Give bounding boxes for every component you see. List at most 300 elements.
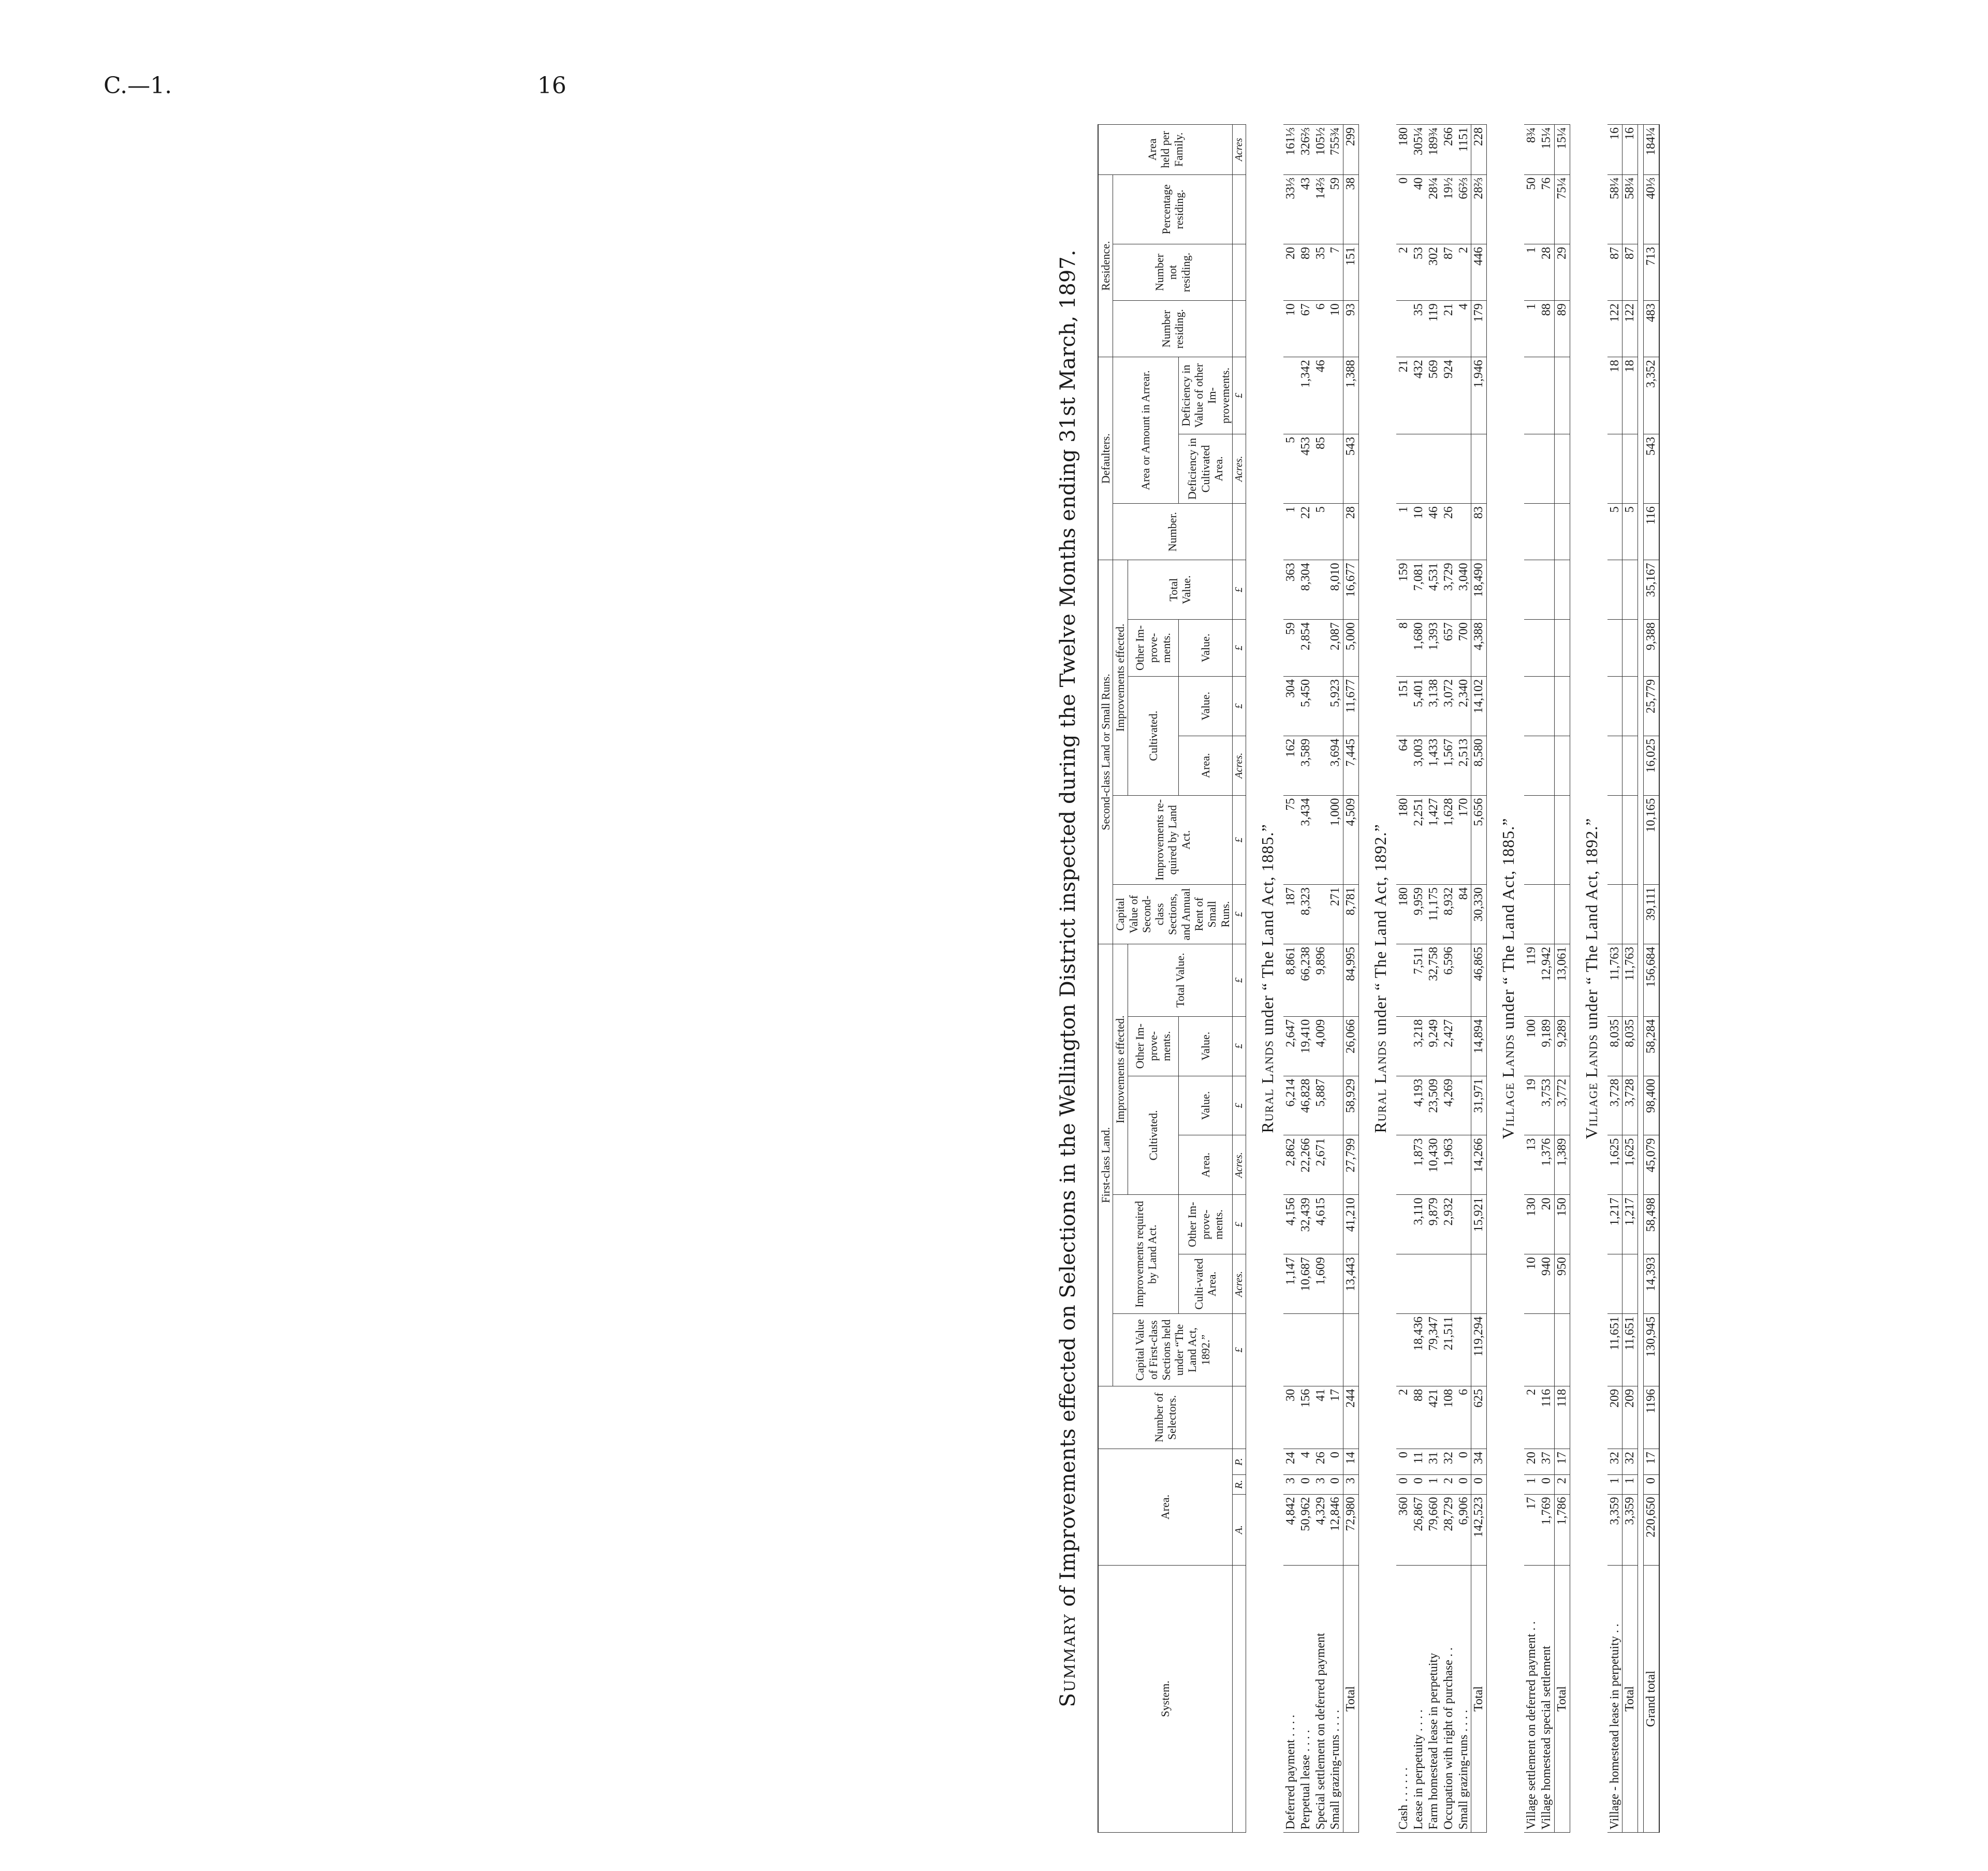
cell-sc-capital: 180: [1396, 885, 1411, 944]
unit-acres: Acres: [1232, 125, 1246, 175]
cell-r: 2: [1441, 1475, 1456, 1494]
cell-sel: 2: [1396, 1386, 1411, 1449]
section-heading-text: [1487, 125, 1524, 1833]
cell-sc-area: 16,025: [1644, 736, 1659, 795]
cell-req-cult: 950: [1554, 1254, 1570, 1314]
cell-sc-capital: 11,175: [1426, 885, 1441, 944]
cell-sc-area: 8,580: [1471, 736, 1487, 795]
cell-p: 26: [1313, 1449, 1328, 1475]
cell-capital: [1396, 1314, 1411, 1386]
row-label: Lease in perpetuity . . . .: [1411, 1565, 1426, 1832]
cell-family: 8¾: [1524, 125, 1539, 175]
col-fc-required: Improvements required by Land Act.: [1113, 1195, 1178, 1314]
cell-sc-total: 363: [1283, 560, 1298, 620]
cell-sc-capital: 187: [1283, 885, 1298, 944]
col-fc-effected: Improvements effected.: [1113, 944, 1128, 1194]
table-row: [1283, 125, 1298, 1833]
cell-capital: [1298, 1314, 1313, 1386]
cell-sc-area: 162: [1283, 736, 1298, 795]
section-rest: under “ The Land Act, 1892.”: [1371, 824, 1390, 1035]
cell-def-cult: 85: [1313, 434, 1328, 503]
table-row: [1313, 125, 1328, 1833]
cell-sc-required: [1607, 795, 1622, 884]
unit-pound: £: [1232, 357, 1246, 434]
cell-r: 0: [1328, 1475, 1343, 1494]
cell-total: 11,763: [1607, 944, 1622, 1016]
cell-sc-total: 4,531: [1426, 560, 1441, 620]
cell-def-other: 21: [1396, 357, 1411, 434]
cell-req-other: 130: [1524, 1195, 1539, 1254]
row-label: Special settlement on deferred payment: [1313, 1565, 1328, 1832]
cell-sc-capital: 30,330: [1471, 885, 1487, 944]
section-heading: [1246, 125, 1283, 1833]
cell-sc-required: [1539, 795, 1554, 884]
cell-res: 119: [1426, 301, 1441, 357]
cell-a: 79,660: [1426, 1494, 1441, 1565]
cell-pct: 76: [1539, 174, 1554, 244]
cell-def-cult: [1328, 434, 1343, 503]
cell-req-other: 4,156: [1283, 1195, 1298, 1254]
cell-cult-val: 46,828: [1298, 1076, 1313, 1135]
cell-def-cult: 543: [1644, 434, 1659, 503]
row-label: Total: [1343, 1565, 1359, 1832]
cell-cult-val: 4,269: [1441, 1076, 1456, 1135]
col-fc-other-value: Value.: [1178, 1016, 1232, 1076]
col-res-not-residing: Number not residing.: [1113, 244, 1233, 301]
cell-other-val: [1328, 1016, 1343, 1076]
cell-sel: 209: [1607, 1386, 1622, 1449]
col-res-percentage: Percentage residing.: [1113, 174, 1233, 244]
cell-sc-area: 3,003: [1411, 736, 1426, 795]
cell-sc-other: 4,388: [1471, 620, 1487, 677]
cell-sc-area: [1607, 736, 1622, 795]
cell-not-res: 713: [1644, 244, 1659, 301]
cell-res: 483: [1644, 301, 1659, 357]
section-rest: under “ The Land Act, 1892.”: [1582, 817, 1601, 1030]
cell-p: 11: [1411, 1449, 1426, 1475]
cell-def-other: 18: [1607, 357, 1622, 434]
cell-cult-val: 3,728: [1607, 1076, 1622, 1135]
col-group-defaulters: Defaulters.: [1098, 357, 1113, 560]
cell-family: 189¾: [1426, 125, 1441, 175]
cell-req-cult: [1471, 1254, 1487, 1314]
row-label: Total: [1554, 1565, 1570, 1832]
cell-total: 9,896: [1313, 944, 1328, 1016]
cell-sc-other: 8: [1396, 620, 1411, 677]
cell-family: 16: [1622, 125, 1638, 175]
col-sc-capital: Capital Value of Second-class Sections, and Annual Rent of Small Runs.: [1113, 885, 1233, 944]
cell-sc-required: 1,427: [1426, 795, 1441, 884]
col-fc-req-cult: Culti-vated Area.: [1178, 1254, 1232, 1314]
title-rest: of Improvements effected on Selections in the Wellington District inspected during the Twelve Months ending 31st March, 1897.: [1056, 250, 1080, 1607]
cell-total: 11,763: [1622, 944, 1638, 1016]
unit-pound: £: [1232, 1195, 1246, 1254]
cell-def-num: [1456, 504, 1471, 560]
cell-def-other: 3,352: [1644, 357, 1659, 434]
cell-p: 31: [1426, 1449, 1441, 1475]
cell-not-res: 302: [1426, 244, 1441, 301]
cell-not-res: 151: [1343, 244, 1359, 301]
total-row: [1554, 125, 1570, 1833]
cell-p: 20: [1524, 1449, 1539, 1475]
cell-cult-area: 1,625: [1607, 1135, 1622, 1195]
cell-capital: [1524, 1314, 1539, 1386]
cell-sc-capital: 84: [1456, 885, 1471, 944]
section-heading-text: [1570, 125, 1607, 1833]
cell-req-other: 1,217: [1622, 1195, 1638, 1254]
cell-r: 0: [1539, 1475, 1554, 1494]
cell-family: 180: [1396, 125, 1411, 175]
cell-res: 179: [1471, 301, 1487, 357]
cell-sc-required: [1554, 795, 1570, 884]
cell-sc-other: [1524, 620, 1539, 677]
table-body: [1246, 125, 1659, 1833]
col-sc-eff-value: Value.: [1178, 676, 1232, 736]
cell-sel: 41: [1313, 1386, 1328, 1449]
cell-sel: 625: [1471, 1386, 1487, 1449]
cell-sc-required: 5,656: [1471, 795, 1487, 884]
cell-def-cult: [1396, 434, 1411, 503]
cell-sc-required: 2,251: [1411, 795, 1426, 884]
cell-r: 3: [1283, 1475, 1298, 1494]
cell-total: 32,758: [1426, 944, 1441, 1016]
row-label: Perpetual lease . . . .: [1298, 1565, 1313, 1832]
cell-a: 1,769: [1539, 1494, 1554, 1565]
unit-pound: £: [1232, 1076, 1246, 1135]
cell-p: 0: [1456, 1449, 1471, 1475]
table-row: [1607, 125, 1622, 1833]
cell-req-other: 2,932: [1441, 1195, 1456, 1254]
cell-def-num: 10: [1411, 504, 1426, 560]
total-row: [1622, 125, 1638, 1833]
cell-family: 161⅓: [1283, 125, 1298, 175]
cell-def-num: [1554, 504, 1570, 560]
cell-p: 0: [1328, 1449, 1343, 1475]
col-sc-other: Other Im-prove-ments.: [1128, 620, 1178, 677]
cell-res: 10: [1283, 301, 1298, 357]
cell-def-cult: [1554, 434, 1570, 503]
col-fc-other: Other Im-prove-ments.: [1128, 1016, 1178, 1076]
cell-res: 122: [1622, 301, 1638, 357]
cell-sc-val: [1554, 676, 1570, 736]
cell-p: 0: [1396, 1449, 1411, 1475]
section-rest: under “ The Land Act, 1885.”: [1499, 817, 1518, 1030]
cell-def-other: [1328, 357, 1343, 434]
cell-sc-val: [1524, 676, 1539, 736]
cell-sel: 6: [1456, 1386, 1471, 1449]
cell-sc-total: 8,010: [1328, 560, 1343, 620]
cell-def-other: 1,388: [1343, 357, 1359, 434]
cell-capital: 18,436: [1411, 1314, 1426, 1386]
cell-other-val: 8,035: [1607, 1016, 1622, 1076]
page-number: 16: [537, 72, 566, 99]
cell-capital: [1539, 1314, 1554, 1386]
page-title: [1056, 124, 1080, 1833]
cell-other-val: 26,066: [1343, 1016, 1359, 1076]
cell-cult-area: [1456, 1135, 1471, 1195]
cell-a: 3,359: [1622, 1494, 1638, 1565]
cell-sc-other: 700: [1456, 620, 1471, 677]
cell-sc-other: 5,000: [1343, 620, 1359, 677]
cell-cult-val: 5,887: [1313, 1076, 1328, 1135]
cell-sc-capital: 271: [1328, 885, 1343, 944]
cell-sel: 2: [1524, 1386, 1539, 1449]
cell-sel: 116: [1539, 1386, 1554, 1449]
cell-cult-area: [1396, 1135, 1411, 1195]
cell-total: 46,865: [1471, 944, 1487, 1016]
cell-def-num: 116: [1644, 504, 1659, 560]
cell-sc-area: [1622, 736, 1638, 795]
cell-p: 37: [1539, 1449, 1554, 1475]
cell-r: 0: [1411, 1475, 1426, 1494]
row-label: Village - homestead lease in perpetuity . .: [1607, 1565, 1622, 1832]
cell-total: 84,995: [1343, 944, 1359, 1016]
table-row: [1426, 125, 1441, 1833]
cell-sc-area: 3,694: [1328, 736, 1343, 795]
cell-sc-val: 5,923: [1328, 676, 1343, 736]
cell-sc-total: 18,490: [1471, 560, 1487, 620]
cell-total: 6,596: [1441, 944, 1456, 1016]
cell-sc-val: 3,138: [1426, 676, 1441, 736]
col-fc-req-other: Other Im-prove-ments.: [1178, 1195, 1232, 1254]
cell-req-cult: 10,687: [1298, 1254, 1313, 1314]
cell-sc-area: [1524, 736, 1539, 795]
cell-cult-val: 6,214: [1283, 1076, 1298, 1135]
cell-sc-other: [1607, 620, 1622, 677]
cell-cult-val: [1456, 1076, 1471, 1135]
cell-req-other: 15,921: [1471, 1195, 1487, 1254]
cell-def-cult: 543: [1343, 434, 1359, 503]
cell-total: [1328, 944, 1343, 1016]
cell-p: 17: [1644, 1449, 1659, 1475]
cell-req-cult: [1411, 1254, 1426, 1314]
cell-sc-area: [1539, 736, 1554, 795]
cell-req-cult: [1607, 1254, 1622, 1314]
cell-req-other: 9,879: [1426, 1195, 1441, 1254]
cell-sc-area: 1,433: [1426, 736, 1441, 795]
cell-def-cult: 453: [1298, 434, 1313, 503]
cell-res: 89: [1554, 301, 1570, 357]
cell-sc-total: 35,167: [1644, 560, 1659, 620]
cell-def-cult: [1456, 434, 1471, 503]
cell-sc-total: 7,081: [1411, 560, 1426, 620]
cell-sc-capital: [1554, 885, 1570, 944]
cell-other-val: 8,035: [1622, 1016, 1638, 1076]
cell-cult-area: 45,079: [1644, 1135, 1659, 1195]
cell-other-val: 9,249: [1426, 1016, 1441, 1076]
cell-r: 0: [1471, 1475, 1487, 1494]
row-label: Occupation with right of purchase . .: [1441, 1565, 1456, 1832]
cell-cult-area: 27,799: [1343, 1135, 1359, 1195]
section-heading: [1570, 125, 1607, 1833]
col-selectors: Number of Selectors.: [1098, 1386, 1232, 1449]
cell-sc-area: 3,589: [1298, 736, 1313, 795]
cell-a: 26,867: [1411, 1494, 1426, 1565]
cell-def-num: [1524, 504, 1539, 560]
cell-cult-area: 22,266: [1298, 1135, 1313, 1195]
cell-pct: 50: [1524, 174, 1539, 244]
spacer-cell: [1638, 125, 1644, 1833]
cell-sc-area: 64: [1396, 736, 1411, 795]
unit-pound: £: [1232, 560, 1246, 620]
col-group-residence: Residence.: [1098, 174, 1113, 357]
cell-def-num: [1328, 504, 1343, 560]
table-row: [1298, 125, 1313, 1833]
cell-res: [1396, 301, 1411, 357]
cell-capital: [1313, 1314, 1328, 1386]
cell-sc-capital: [1539, 885, 1554, 944]
cell-sel: 88: [1411, 1386, 1426, 1449]
cell-req-cult: [1328, 1254, 1343, 1314]
cell-family: 1151: [1456, 125, 1471, 175]
cell-def-num: 1: [1396, 504, 1411, 560]
cell-sc-val: 25,779: [1644, 676, 1659, 736]
col-fc-total: Total Value.: [1128, 944, 1232, 1016]
unit-pound: £: [1232, 620, 1246, 677]
cell-p: 14: [1343, 1449, 1359, 1475]
cell-def-num: 26: [1441, 504, 1456, 560]
cell-sc-required: 3,434: [1298, 795, 1313, 884]
cell-def-cult: [1471, 434, 1487, 503]
cell-def-other: 1,342: [1298, 357, 1313, 434]
cell-other-val: [1396, 1016, 1411, 1076]
col-fc-eff-area: Area.: [1178, 1135, 1232, 1195]
cell-sc-other: 1,680: [1411, 620, 1426, 677]
cell-req-cult: 1,147: [1283, 1254, 1298, 1314]
cell-sc-required: 1,628: [1441, 795, 1456, 884]
cell-a: 4,842: [1283, 1494, 1298, 1565]
cell-sc-capital: [1313, 885, 1328, 944]
col-def-number: Number.: [1113, 504, 1233, 560]
cell-def-cult: [1426, 434, 1441, 503]
cell-sc-required: 170: [1456, 795, 1471, 884]
cell-not-res: 28: [1539, 244, 1554, 301]
cell-not-res: 20: [1283, 244, 1298, 301]
cell-sc-capital: 8,932: [1441, 885, 1456, 944]
cell-res: 122: [1607, 301, 1622, 357]
cell-sc-required: 1,000: [1328, 795, 1343, 884]
section-heading: [1359, 125, 1396, 1833]
cell-cult-val: 58,929: [1343, 1076, 1359, 1135]
row-label: Village settlement on deferred payment . .: [1524, 1565, 1539, 1832]
total-row: [1471, 125, 1487, 1833]
cell-sel: 421: [1426, 1386, 1441, 1449]
cell-sc-val: 304: [1283, 676, 1298, 736]
row-label: Deferred payment . . . .: [1283, 1565, 1298, 1832]
unit-acres: Acres.: [1232, 736, 1246, 795]
cell-not-res: 87: [1622, 244, 1638, 301]
cell-cult-val: 98,400: [1644, 1076, 1659, 1135]
cell-a: 3,359: [1607, 1494, 1622, 1565]
cell-family: 15¼: [1539, 125, 1554, 175]
cell-sel: 244: [1343, 1386, 1359, 1449]
cell-sc-total: 8,304: [1298, 560, 1313, 620]
cell-sel: 156: [1298, 1386, 1313, 1449]
cell-p: 24: [1283, 1449, 1298, 1475]
cell-not-res: 2: [1396, 244, 1411, 301]
unit-acres: Acres.: [1232, 1135, 1246, 1195]
cell-r: 1: [1622, 1475, 1638, 1494]
cell-cult-area: 1,873: [1411, 1135, 1426, 1195]
cell-sc-capital: [1524, 885, 1539, 944]
cell-sc-other: [1539, 620, 1554, 677]
cell-req-cult: 13,443: [1343, 1254, 1359, 1314]
cell-sc-val: 151: [1396, 676, 1411, 736]
cell-sc-required: 10,165: [1644, 795, 1659, 884]
cell-p: 4: [1298, 1449, 1313, 1475]
col-sc-effected: Improvements effected.: [1113, 560, 1128, 795]
cell-r: 0: [1298, 1475, 1313, 1494]
cell-def-cult: [1607, 434, 1622, 503]
row-label: Total: [1622, 1565, 1638, 1832]
cell-a: 12,846: [1328, 1494, 1343, 1565]
cell-req-cult: [1426, 1254, 1441, 1314]
cell-total: 7,511: [1411, 944, 1426, 1016]
cell-sc-val: [1313, 676, 1328, 736]
cell-sc-total: [1539, 560, 1554, 620]
cell-def-other: 569: [1426, 357, 1441, 434]
cell-not-res: 446: [1471, 244, 1487, 301]
cell-capital: [1343, 1314, 1359, 1386]
cell-sc-capital: [1607, 885, 1622, 944]
table-row: [1441, 125, 1456, 1833]
cell-sc-other: 1,393: [1426, 620, 1441, 677]
unit-perches: P.: [1232, 1449, 1246, 1475]
cell-def-other: 1,946: [1471, 357, 1487, 434]
cell-capital: 79,347: [1426, 1314, 1441, 1386]
cell-a: 50,962: [1298, 1494, 1313, 1565]
unit-acres: Acres.: [1232, 1254, 1246, 1314]
cell-req-other: 41,210: [1343, 1195, 1359, 1254]
cell-def-cult: 5: [1283, 434, 1298, 503]
cell-pct: 59: [1328, 174, 1343, 244]
unit-roods: R.: [1232, 1475, 1246, 1494]
cell-sc-val: 2,340: [1456, 676, 1471, 736]
cell-not-res: 87: [1441, 244, 1456, 301]
cell-a: 142,523: [1471, 1494, 1487, 1565]
section-lead: Village Lands: [1499, 1029, 1518, 1139]
cell-sc-other: 657: [1441, 620, 1456, 677]
cell-sc-other: [1313, 620, 1328, 677]
cell-cult-area: 1,376: [1539, 1135, 1554, 1195]
cell-r: 2: [1554, 1475, 1570, 1494]
cell-req-other: 150: [1554, 1195, 1570, 1254]
cell-not-res: 1: [1524, 244, 1539, 301]
section-lead: Rural Lands: [1371, 1035, 1390, 1133]
cell-pct: 75¼: [1554, 174, 1570, 244]
cell-def-cult: [1539, 434, 1554, 503]
cell-cult-val: 3,772: [1554, 1076, 1570, 1135]
cell-pct: 66⅔: [1456, 174, 1471, 244]
cell-sc-capital: 39,111: [1644, 885, 1659, 944]
report-code: C.—1.: [104, 72, 172, 99]
cell-not-res: 35: [1313, 244, 1328, 301]
cell-pct: 19½: [1441, 174, 1456, 244]
cell-a: 4,329: [1313, 1494, 1328, 1565]
cell-sc-required: [1622, 795, 1638, 884]
cell-total: [1396, 944, 1411, 1016]
cell-family: 228: [1471, 125, 1487, 175]
cell-total: [1456, 944, 1471, 1016]
cell-pct: 38: [1343, 174, 1359, 244]
cell-family: 755¾: [1328, 125, 1343, 175]
table-row: [1456, 125, 1471, 1833]
cell-sc-other: 9,388: [1644, 620, 1659, 677]
cell-not-res: 87: [1607, 244, 1622, 301]
cell-family: 15¼: [1554, 125, 1570, 175]
row-label: Total: [1471, 1565, 1487, 1832]
cell-a: 28,729: [1441, 1494, 1456, 1565]
